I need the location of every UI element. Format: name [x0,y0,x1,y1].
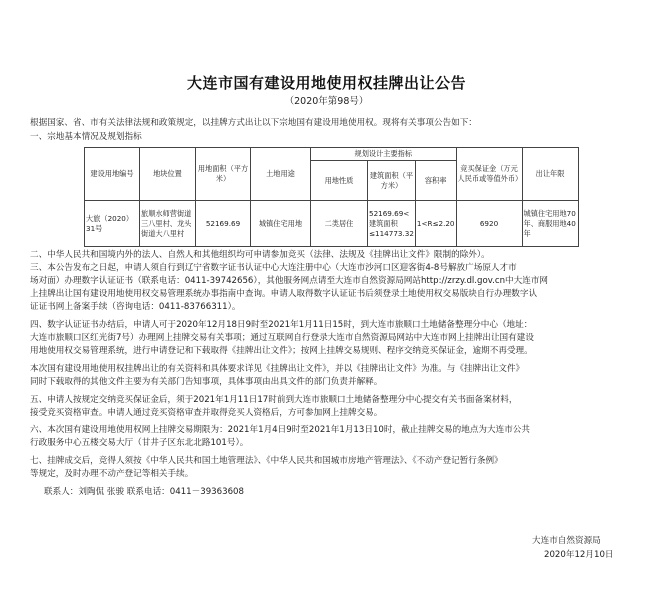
paragraph-4b-line-2: 同时下载取得的其他文件主要为有关部门告知事项，具体事项由出具文件的部门负责并解释。 [30,377,383,387]
cell-floor-area: 52169.69<建筑面积≤114773.32 [368,201,416,247]
cell-use: 城镇住宅用地 [251,201,311,247]
section1-heading: 一、宗地基本情况及规划指标 [30,132,142,142]
paragraph-6-line-2: 行政服务中心五楼交易大厅（甘井子区东北北路101号）。 [30,438,249,448]
page-title: 大连市国有建设用地使用权挂牌出让公告 [186,74,466,92]
paragraph-4-line-1: 四、数字认证证书办结后，申请人可于2020年12月18日9时至2021年1月11日15时，到大连市旅顺口土地储备整理分中心（地址： [30,320,533,330]
intro-paragraph: 根据国家、省、市有关法律法规和政策规定，以挂牌方式出让以下宗地国有建设用地使用权。现将有关事项公告如下： [30,118,477,128]
th-location: 地块位置 [140,148,196,201]
paragraph-3-line-3: 上挂牌出让国有建设用地使用权交易管理系统办事指南中查询。申请人取得数字认证证书后须登录土地使用权交易版块自行办理数字认 [30,289,538,299]
paragraph-5-line-2: 接受竞买资格审查。申请人通过竞买资格审查并取得竞买人资格后，方可参加网上挂牌交易。 [30,408,383,418]
contact-line: 联系人：刘陶侃 张骏 联系电话：0411－39363608 [44,487,244,497]
paragraph-4-line-2: 大连市旅顺口区红光街7号）办理网上挂牌交易有关事项；通过互联网自行登录大连市自然资源局网站中大连市网上挂牌出让国有建设 [30,333,534,343]
cell-deposit: 6920 [456,201,522,247]
paragraph-3-line-2: 场对面）办理数字认证证书（联系电话：0411-39742656），其他服务网点请至大连市自然资源局网站http://zrzy.dl.gov.cn中大连市网 [30,276,549,286]
signature-org: 大连市自然资源局 [532,536,601,546]
th-deposit: 竞买保证金（万元人民币或等值外币） [456,148,522,201]
cell-nature: 二类居住 [311,201,368,247]
cell-term: 城镇住宅用地70年、商服用地40年 [522,201,578,247]
paragraph-2: 二、中华人民共和国境内外的法人、自然人和其他组织均可申请参加竞买（法律、法规及《挂牌出让文件》限制的除外）。 [30,250,490,260]
land-info-table [84,147,579,247]
th-far: 容积率 [415,161,456,201]
cell-far: 1<R≤2.20 [415,201,456,247]
paragraph-3-line-1: 三、本公告发布之日起，申请人须自行到辽宁省数字证书认证中心大连注册中心（大连市沙河口区迎客街4-8号解放广场原人才市 [30,263,517,273]
th-term: 出让年限 [522,148,578,201]
th-floor-area: 建筑面积（平方米） [368,161,416,201]
th-code: 建设用地编号 [85,148,140,201]
paragraph-6-line-1: 六、本次国有建设用地使用权网上挂牌交易期限为：2021年1月4日9时至2021年1月13日10时，截止挂牌交易的地点为大连市公共 [30,425,530,435]
paragraph-5-line-1: 五、申请人按规定交纳竞买保证金后，须于2021年1月11日17时前到大连市旅顺口土地储备整理分中心提交有关书面备案材料， [30,395,518,405]
paragraph-4b-line-1: 本次国有建设用地使用权挂牌出让的有关资料和具体要求详见《挂牌出让文件》，并以《挂牌出让文件》为准。与《挂牌出让文件》 [30,364,525,374]
paragraph-7-line-2: 等规定，及时办理不动产登记等相关手续。 [30,469,194,479]
cell-location: 旅顺水师营街道三八里村、龙头街道大八里村 [140,201,196,247]
paragraph-3-line-4: 证证书网上备案手续（咨询电话：0411-83766311）。 [30,302,241,312]
signature-date: 2020年12月10日 [544,550,614,560]
paragraph-7-line-1: 七、挂牌成交后，竞得人须按《中华人民共和国土地管理法》、《中华人民共和国城市房地产管理法》、《不动产登记暂行条例》 [30,456,503,466]
page-subtitle: （2020年第98号） [284,96,369,107]
th-nature: 用地性质 [311,161,368,201]
th-use: 土地用途 [251,148,311,201]
th-area: 用地面积（平方米） [196,148,251,201]
cell-code: 大旅（2020）31号 [85,201,140,247]
cell-area: 52169.69 [196,201,251,247]
th-planning-group: 规划设计主要指标 [311,148,457,161]
paragraph-4-line-3: 用地使用权交易管理系统，进行申请登记和下载取得《挂牌出让文件》；按网上挂牌交易规则、程序交纳竞买保证金，逾期不再受理。 [30,346,533,356]
